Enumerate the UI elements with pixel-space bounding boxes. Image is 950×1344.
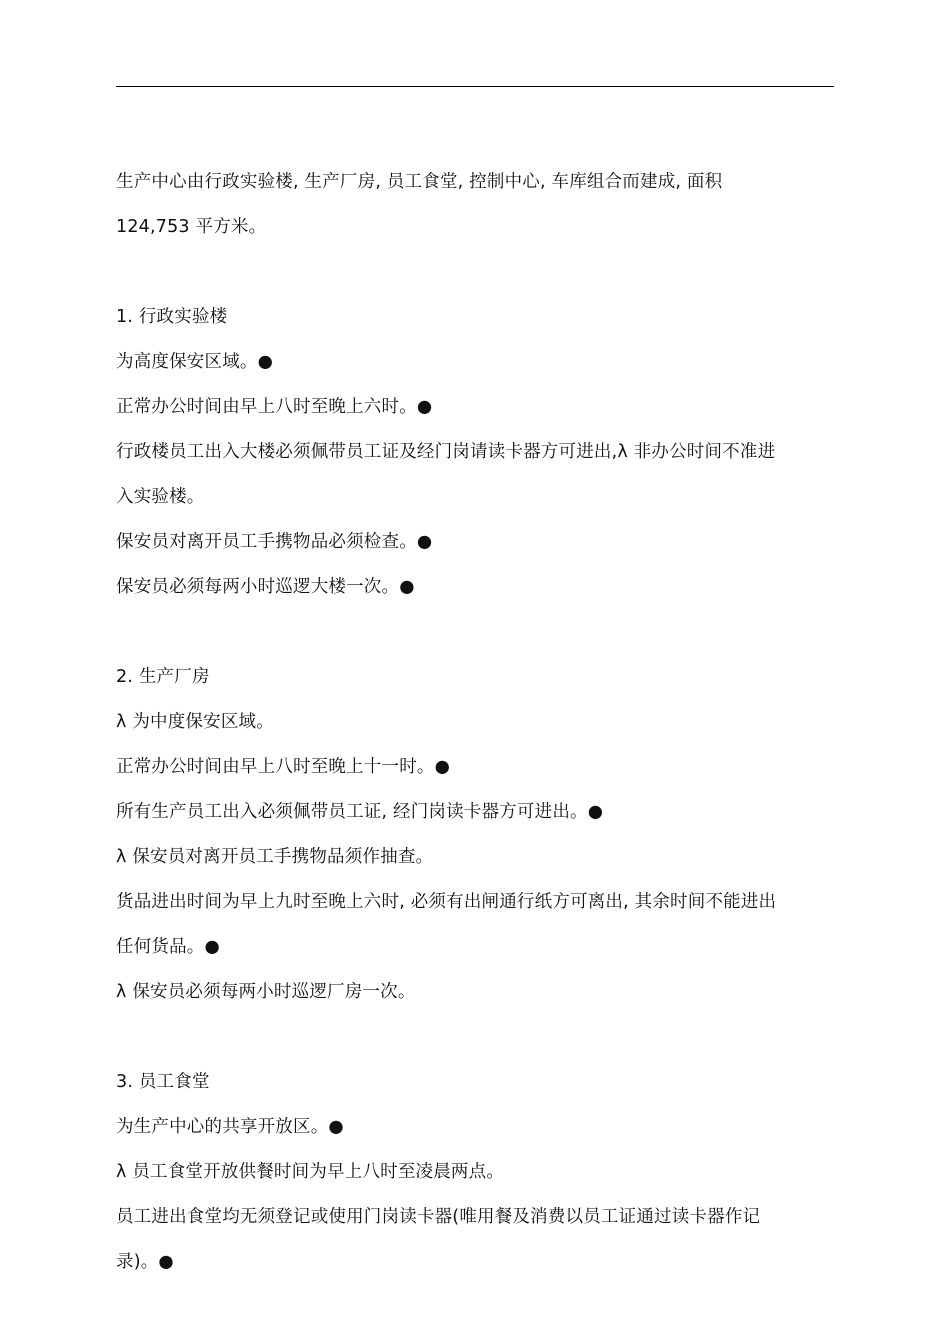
canteen-item-3-cont: 录)。● <box>116 1252 174 1272</box>
admin-item-2: 正常办公时间由早上八时至晚上六时。● <box>116 397 433 417</box>
section-heading-admin-lab: 1. 行政实验楼 <box>116 307 228 327</box>
spacer <box>116 250 836 295</box>
plant-item-1: λ 为中度保安区域。 <box>116 712 274 732</box>
plant-item-4: λ 保安员对离开员工手携物品须作抽查。 <box>116 847 434 867</box>
document-body <box>116 160 836 1285</box>
plant-item-6: λ 保安员必须每两小时巡逻厂房一次。 <box>116 982 416 1002</box>
canteen-item-1: 为生产中心的共享开放区。● <box>116 1117 344 1137</box>
plant-item-2: 正常办公时间由早上八时至晚上十一时。● <box>116 757 451 777</box>
admin-item-3: 行政楼员工出入大楼必须佩带员工证及经门岗请读卡器方可进出,λ 非办公时间不准进 <box>116 442 776 462</box>
section-heading-staff-canteen: 3. 员工食堂 <box>116 1072 210 1092</box>
intro-line-2: 124,753 平方米。 <box>116 217 267 237</box>
admin-item-4: 保安员对离开员工手携物品必须检查。● <box>116 532 433 552</box>
intro-line-1: 生产中心由行政实验楼, 生产厂房, 员工食堂, 控制中心, 车库组合而建成, 面积 <box>116 172 723 192</box>
admin-item-1: 为高度保安区域。● <box>116 352 274 372</box>
plant-item-5: 货品进出时间为早上九时至晚上六时, 必须有出闸通行纸方可离出, 其余时间不能进出 <box>116 892 777 912</box>
section-heading-production-plant: 2. 生产厂房 <box>116 667 210 687</box>
admin-item-5: 保安员必须每两小时巡逻大楼一次。● <box>116 577 415 597</box>
plant-item-5-cont: 任何货品。● <box>116 937 220 957</box>
canteen-item-2: λ 员工食堂开放供餐时间为早上八时至凌晨两点。 <box>116 1162 505 1182</box>
spacer <box>116 1015 836 1060</box>
canteen-item-3: 员工进出食堂均无须登记或使用门岗读卡器(唯用餐及消费以员工证通过读卡器作记 <box>116 1207 761 1227</box>
admin-item-3-cont: 入实验楼。 <box>116 487 205 507</box>
plant-item-3: 所有生产员工出入必须佩带员工证, 经门岗读卡器方可进出。● <box>116 802 604 822</box>
header-rule <box>116 86 834 87</box>
spacer <box>116 610 836 655</box>
